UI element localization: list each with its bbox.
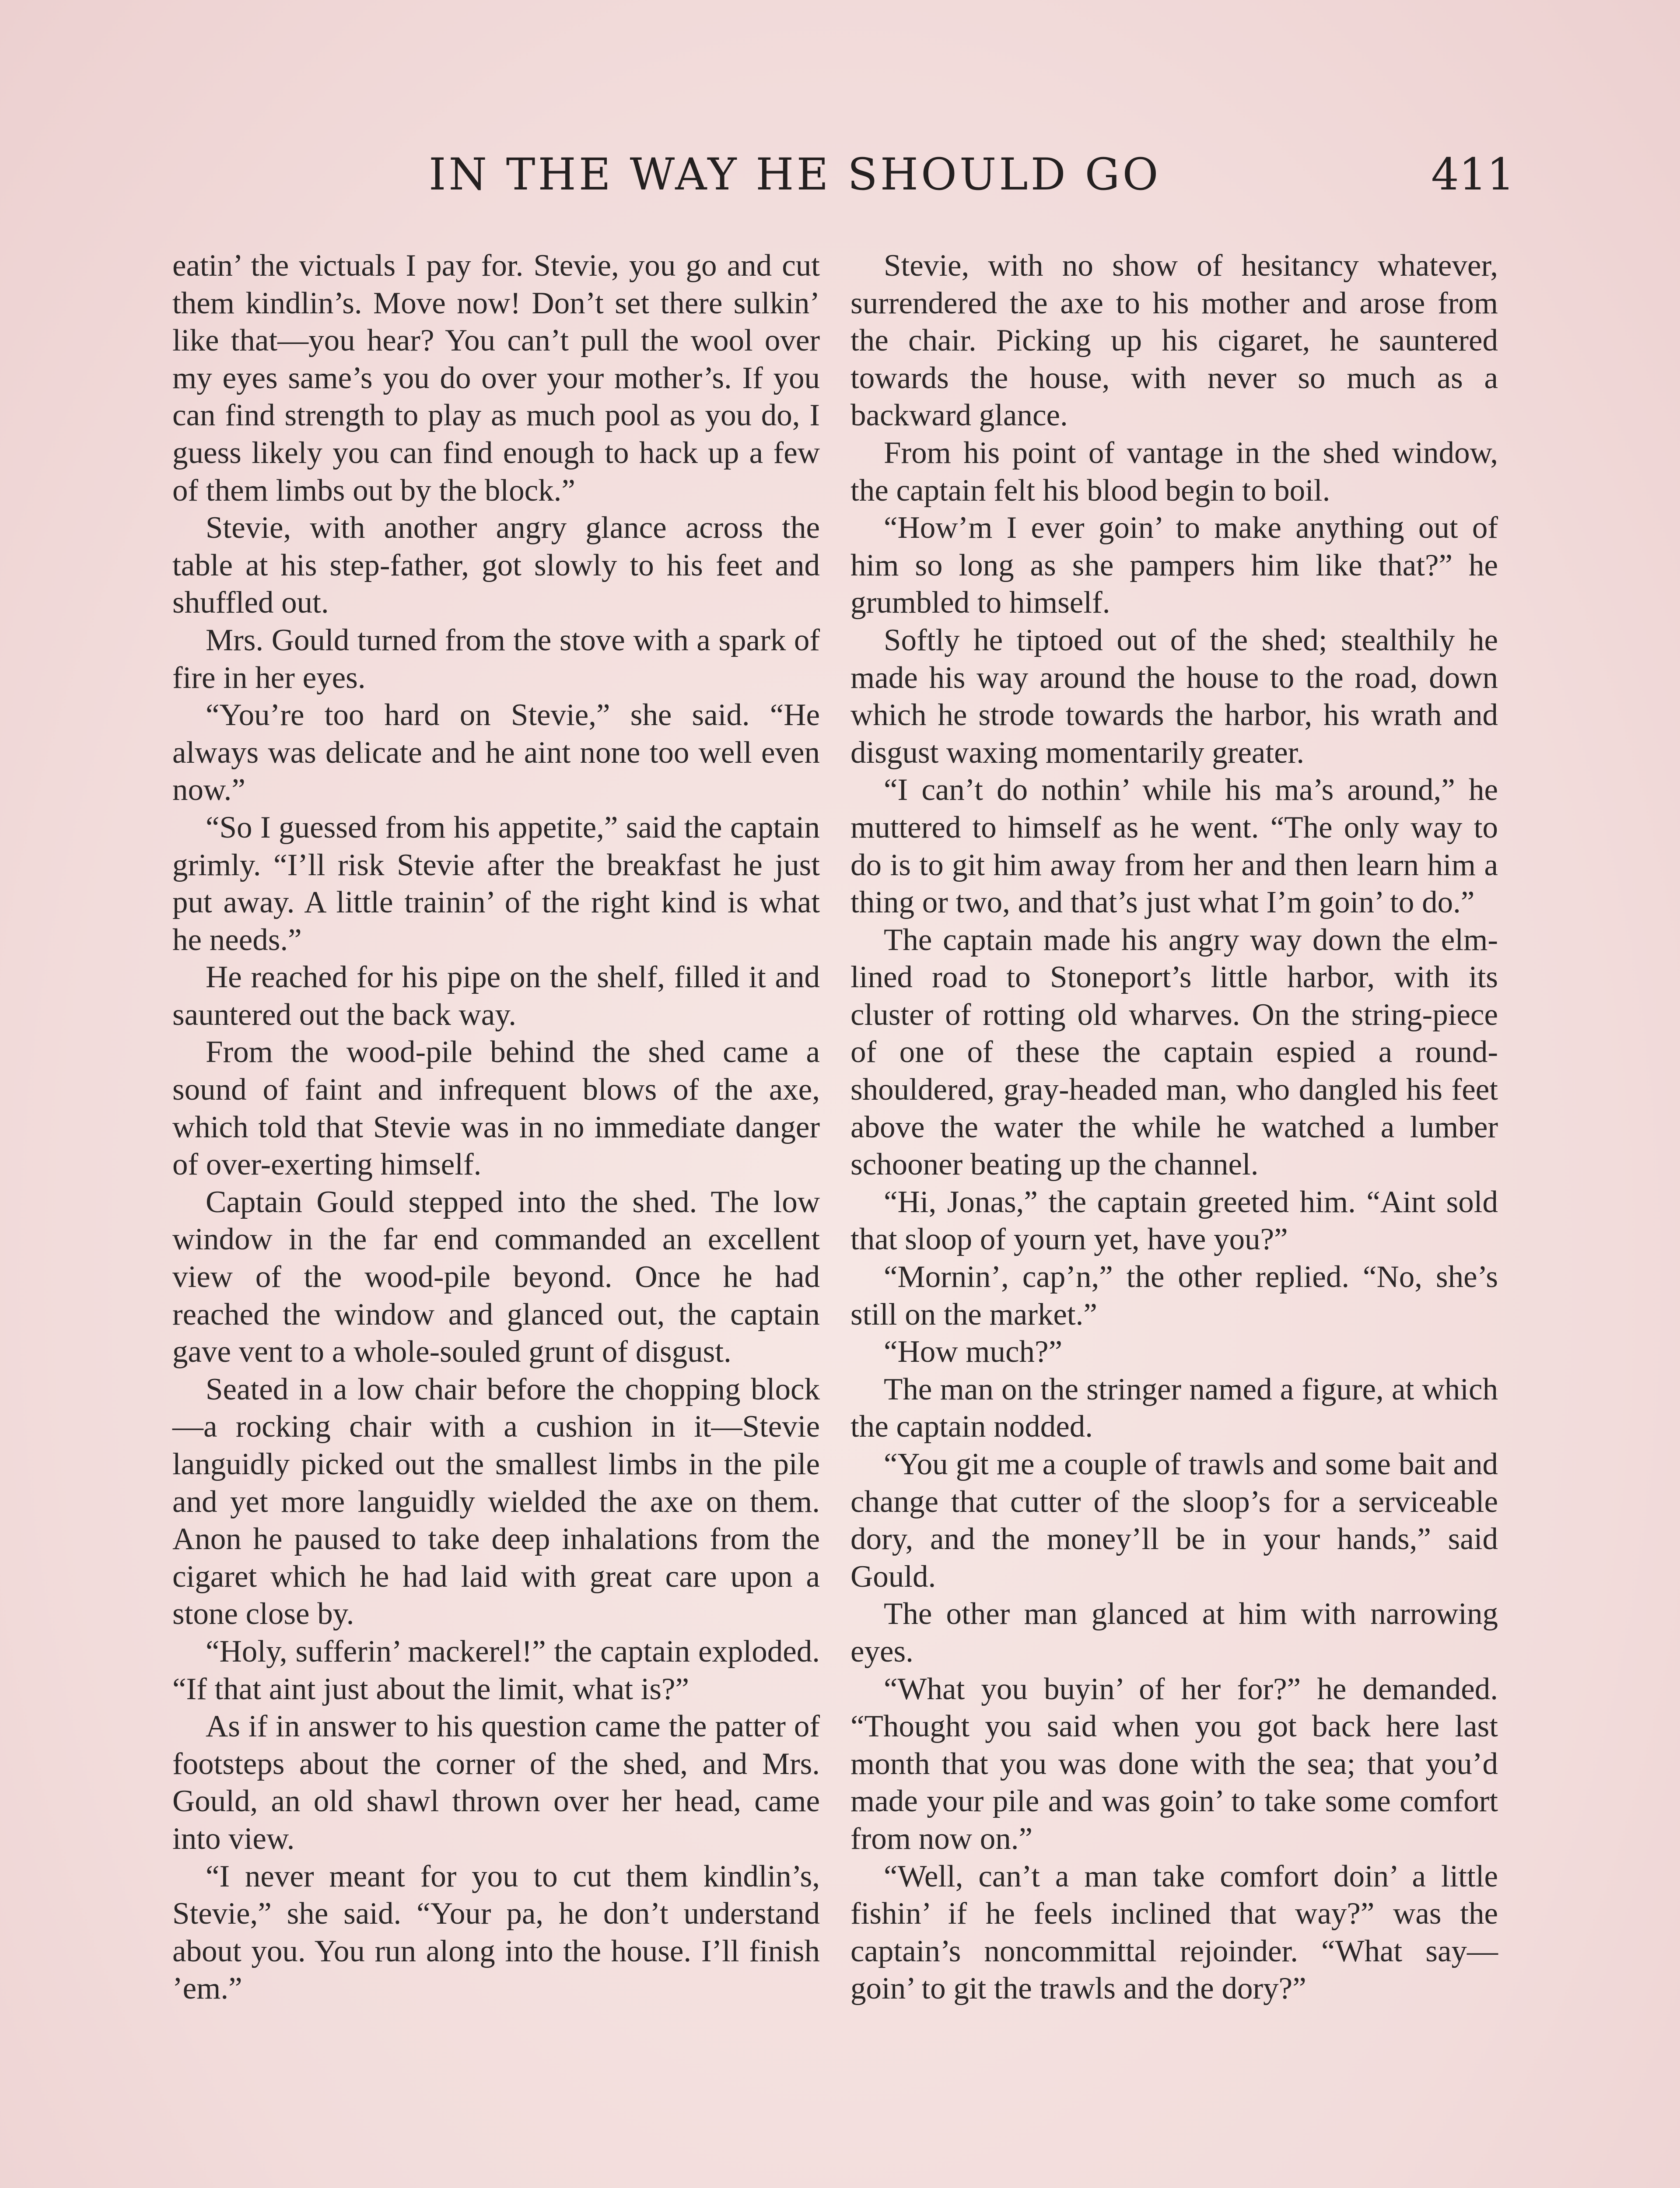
paragraph: Stevie, with no show of hesitancy whatever, surrendered the axe to his mother and arose from the chair. Picking up his cigaret, he sauntered towards the house, with never so much as a backward glance.: [850, 249, 1498, 433]
paragraph: “Holy, sufferin’ mackerel!” the captain exploded. “If that aint just about the limit, what is?”: [172, 1634, 820, 1706]
paragraph: Stevie, with another angry glance across the table at his step-father, got slowly to his feet and shuffled out.: [172, 511, 820, 620]
paragraph: “How’m I ever goin’ to make anything out of him so long as she pampers him like that?” he grumbled to himself.: [850, 511, 1498, 620]
paragraph: “How much?”: [884, 1335, 1063, 1369]
right-column: [850, 247, 1498, 2008]
paragraph: Seated in a low chair before the chopping block—a rocking chair with a cushion in it—Stevie languidly picked out the smallest limbs in the pile and yet more languidly wielded the axe on them. Anon he paused to take deep inhalations from the cigaret which he had laid with great care upon a stone close by.: [172, 1372, 820, 1631]
paragraph: The other man glanced at him with narrowing eyes.: [850, 1597, 1498, 1669]
paragraph: The captain made his angry way down the elm-lined road to Stoneport’s little harbor, with its cluster of rotting old wharves. On the string-piece of one of these the captain espied a round-shouldered, gray-headed man, who dangled his feet above the water the while he watched a lumber schooner beating up the channel.: [850, 922, 1498, 1182]
page-number: 411: [1431, 149, 1515, 200]
paragraph: “You’re too hard on Stevie,” she said. “He always was delicate and he aint none too well even now.”: [172, 698, 820, 807]
paragraph: He reached for his pipe on the shelf, filled it and sauntered out the back way.: [172, 960, 820, 1032]
paragraph: “You git me a couple of trawls and some bait and change that cutter of the sloop’s for a serviceable dory, and the money’ll be in your hands,” said Gould.: [850, 1447, 1498, 1594]
paragraph: As if in answer to his question came the patter of footsteps about the corner of the shed, and Mrs. Gould, an old shawl thrown over her head, came into view.: [172, 1709, 820, 1856]
paragraph: “What you buyin’ of her for?” he demanded. “Thought you said when you got back here last month that you was done with the sea; that you’d made your pile and was goin’ to take some comfort from now on.”: [850, 1672, 1498, 1856]
paragraph: “So I guessed from his appetite,” said the captain grimly. “I’ll risk Stevie after the breakfast he just put away. A little trainin’ of the right kind is what he needs.”: [172, 810, 820, 957]
paragraph: “I can’t do nothin’ while his ma’s around,” he muttered to himself as he went. “The only way to do is to git him away from her and then learn him a thing or two, and that’s just what I’m goin’ to do.”: [850, 773, 1498, 920]
paragraph: “Well, can’t a man take comfort doin’ a little fishin’ if he feels inclined that way?” was the captain’s noncommittal rejoinder. “What say—goin’ to git the trawls and the dory?”: [850, 1859, 1498, 2006]
paragraph: The man on the stringer named a figure, at which the captain nodded.: [850, 1372, 1498, 1444]
left-column: [172, 247, 820, 2008]
paragraph: “Hi, Jonas,” the captain greeted him. “Aint sold that sloop of yourn yet, have you?”: [850, 1185, 1498, 1257]
paragraph: “Mornin’, cap’n,” the other replied. “No, she’s still on the market.”: [850, 1260, 1498, 1332]
paragraph: Softly he tiptoed out of the shed; stealthily he made his way around the house to the road, down which he strode towards the harbor, his wrath and disgust waxing momentarily greater.: [850, 623, 1498, 770]
paragraph: From his point of vantage in the shed window, the captain felt his blood begin to boil.: [850, 435, 1498, 508]
running-head: IN THE WAY HE SHOULD GO: [429, 149, 1161, 200]
paragraph: Captain Gould stepped into the shed. The low window in the far end commanded an excellent view of the wood-pile beyond. Once he had reached the window and glanced out, the captain gave vent to a whole-souled grunt of disgust.: [172, 1185, 820, 1369]
paragraph: Mrs. Gould turned from the stove with a spark of fire in her eyes.: [172, 623, 820, 695]
paragraph: “I never meant for you to cut them kindlin’s, Stevie,” she said. “Your pa, he don’t understand about you. You run along into the house. I’ll finish ’em.”: [172, 1859, 820, 2006]
paragraph: From the wood-pile behind the shed came a sound of faint and infrequent blows of the axe, which told that Stevie was in no immediate danger of over-exerting himself.: [172, 1035, 820, 1182]
paragraph: eatin’ the victuals I pay for. Stevie, you go and cut them kindlin’s. Move now! Don’t set there sulkin’ like that—you hear? You can’t pull the wool over my eyes same’s you do over your mother’s. If you can find strength to play as much pool as you do, I guess likely you can find enough to hack up a few of them limbs out by the block.”: [172, 249, 820, 508]
